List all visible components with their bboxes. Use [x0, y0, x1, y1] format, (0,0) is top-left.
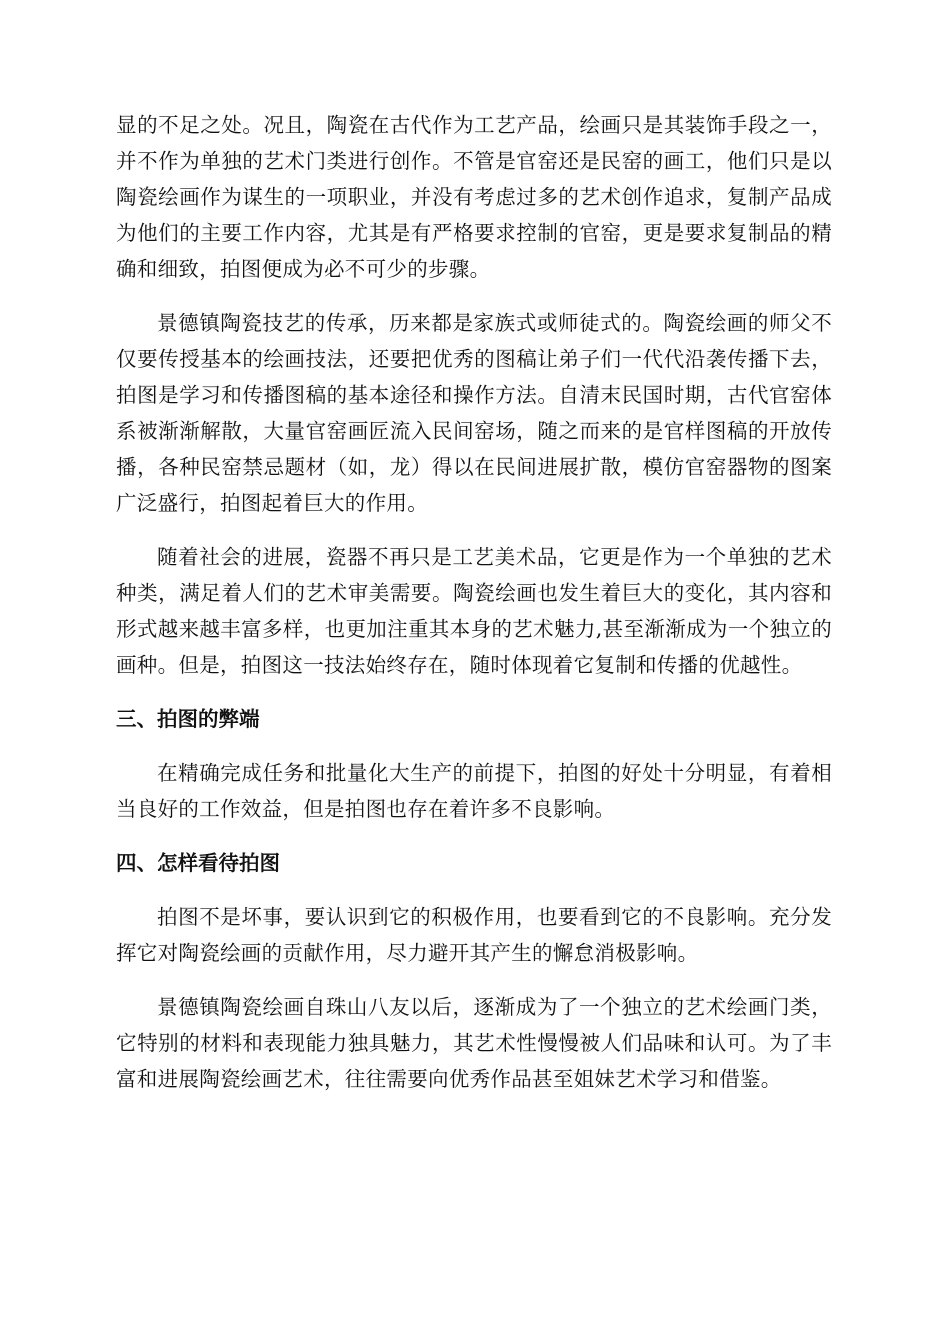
section-heading-view: 四、怎样看待拍图	[116, 851, 280, 875]
paragraph-drawbacks: 在精确完成任务和批量化大生产的前提下，拍图的好处十分明显，有着相当良好的工作效益，但是拍图也存在着许多不良影响。	[116, 761, 832, 821]
document-page	[116, 107, 832, 1097]
paragraph-inheritance: 景德镇陶瓷技艺的传承，历来都是家族式或师徒式的。陶瓷绘画的师父不仅要传授基本的绘画技法，还要把优秀的图稿让弟子们一代代沿袭传播下去，拍图是学习和传播图稿的基本途径和操作方法。自清末民国时期，古代官窑体系被渐渐解散，大量官窑画匠流入民间窑场，随之而来的是官样图稿的开放传播，各种民窑禁忌题材（如，龙）得以在民间进展扩散，模仿官窑器物的图案广泛盛行，拍图起着巨大的作用。	[116, 311, 832, 515]
paragraph-continued: 显的不足之处。况且，陶瓷在古代作为工艺产品，绘画只是其装饰手段之一，并不作为单独的艺术门类进行创作。不管是官窑还是民窑的画工，他们只是以陶瓷绘画作为谋生的一项职业，并没有考虑过多的艺术创作追求，复制产品成为他们的主要工作内容，尤其是有严格要求控制的官窑，更是要求复制品的精确和细致，拍图便成为必不可少的步骤。	[116, 113, 832, 281]
section-heading-drawbacks: 三、拍图的弊端	[116, 707, 260, 731]
paragraph-zhushan: 景德镇陶瓷绘画自珠山八友以后，逐渐成为了一个独立的艺术绘画门类，它特别的材料和表现能力独具魅力，其艺术性慢慢被人们品味和认可。为了丰富和进展陶瓷绘画艺术，往往需要向优秀作品甚至姐妹艺术学习和借鉴。	[116, 995, 832, 1091]
paragraph-view: 拍图不是坏事，要认识到它的积极作用，也要看到它的不良影响。充分发挥它对陶瓷绘画的贡献作用，尽力避开其产生的懈怠消极影响。	[116, 905, 832, 965]
paragraph-social-progress: 随着社会的进展，瓷器不再只是工艺美术品，它更是作为一个单独的艺术种类，满足着人们的艺术审美需要。陶瓷绘画也发生着巨大的变化，其内容和形式越来越丰富多样，也更加注重其本身的艺术魅力,甚至渐渐成为一个独立的画种。但是，拍图这一技法始终存在，随时体现着它复制和传播的优越性。	[116, 545, 832, 677]
